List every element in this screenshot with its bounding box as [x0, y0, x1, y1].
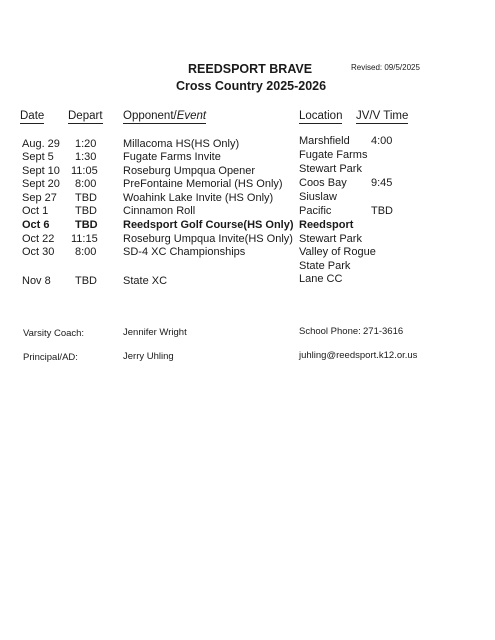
principal-name: Jerry Uhling: [123, 351, 174, 362]
column-header-depart: Depart: [68, 110, 103, 122]
column-header-opponent: Opponent/Event: [123, 110, 207, 122]
row-depart: TBD: [75, 219, 98, 231]
row-date: Aug. 29: [22, 138, 60, 150]
row-date: Oct 30: [22, 246, 55, 258]
row-location: Valley of Rogue: [299, 246, 376, 258]
coach-label: Varsity Coach:: [23, 328, 85, 339]
email-address: juhling@reedsport.k12.or.us: [299, 350, 418, 361]
row-date: Sept 20: [22, 178, 60, 190]
row-opponent: Woahink Lake Invite (HS Only): [123, 192, 274, 204]
row-time: TBD: [371, 205, 393, 217]
row-opponent: Cinnamon Roll: [123, 205, 196, 217]
row-date: Sept 10: [22, 165, 60, 177]
row-location: Marshfield: [299, 135, 350, 147]
row-date: Oct 6: [22, 219, 50, 231]
phone-number: 271-3616: [363, 326, 404, 337]
row-time: 4:00: [371, 135, 393, 147]
row-opponent: Fugate Farms Invite: [123, 151, 221, 163]
row-opponent: Roseburg Umpqua Opener: [123, 165, 256, 177]
row-date: Nov 8: [22, 275, 51, 287]
row-opponent: Reedsport Golf Course(HS Only): [123, 219, 294, 231]
row-location: Stewart Park: [299, 233, 362, 245]
revised-date: Revised: 09/5/2025: [351, 63, 420, 72]
row-depart: 1:20: [75, 138, 97, 150]
page-subtitle: Cross Country 2025-2026: [176, 79, 327, 93]
row-depart: 11:15: [71, 233, 98, 245]
page-title: REEDSPORT BRAVE: [188, 62, 313, 76]
row-opponent: PreFontaine Memorial (HS Only): [123, 178, 283, 190]
row-depart: TBD: [75, 275, 97, 287]
row-time: 9:45: [371, 177, 393, 189]
column-header-location: Location: [299, 110, 343, 122]
row-depart: TBD: [75, 205, 97, 217]
row-opponent: SD-4 XC Championships: [123, 246, 246, 258]
row-location: Fugate Farms: [299, 149, 368, 161]
row-location: Reedsport: [299, 219, 354, 231]
row-location: Stewart Park: [299, 163, 362, 175]
row-opponent: Millacoma HS(HS Only): [123, 138, 240, 150]
row-opponent: Roseburg Umpqua Invite(HS Only): [123, 233, 293, 245]
row-depart: 1:30: [75, 151, 97, 163]
row-date: Oct 1: [22, 205, 49, 217]
column-header-date: Date: [20, 110, 45, 122]
row-depart: 11:05: [71, 165, 98, 177]
row-date: Oct 22: [22, 233, 55, 245]
row-location: Coos Bay: [299, 177, 347, 189]
row-location: Siuslaw: [299, 191, 337, 203]
row-depart: 8:00: [75, 178, 97, 190]
row-date: Sept 5: [22, 151, 54, 163]
row-depart: 8:00: [75, 246, 97, 258]
row-opponent: State XC: [123, 275, 168, 287]
row-date: Sep 27: [22, 192, 57, 204]
row-location-line2: State Park: [299, 260, 351, 272]
coach-name: Jennifer Wright: [123, 327, 187, 338]
row-location: Pacific: [299, 205, 332, 217]
phone-label: School Phone:: [299, 326, 361, 337]
row-depart: TBD: [75, 192, 97, 204]
principal-label: Principal/AD:: [23, 352, 78, 363]
row-location: Lane CC: [299, 273, 343, 285]
column-header-time: JV/V Time: [356, 110, 409, 122]
